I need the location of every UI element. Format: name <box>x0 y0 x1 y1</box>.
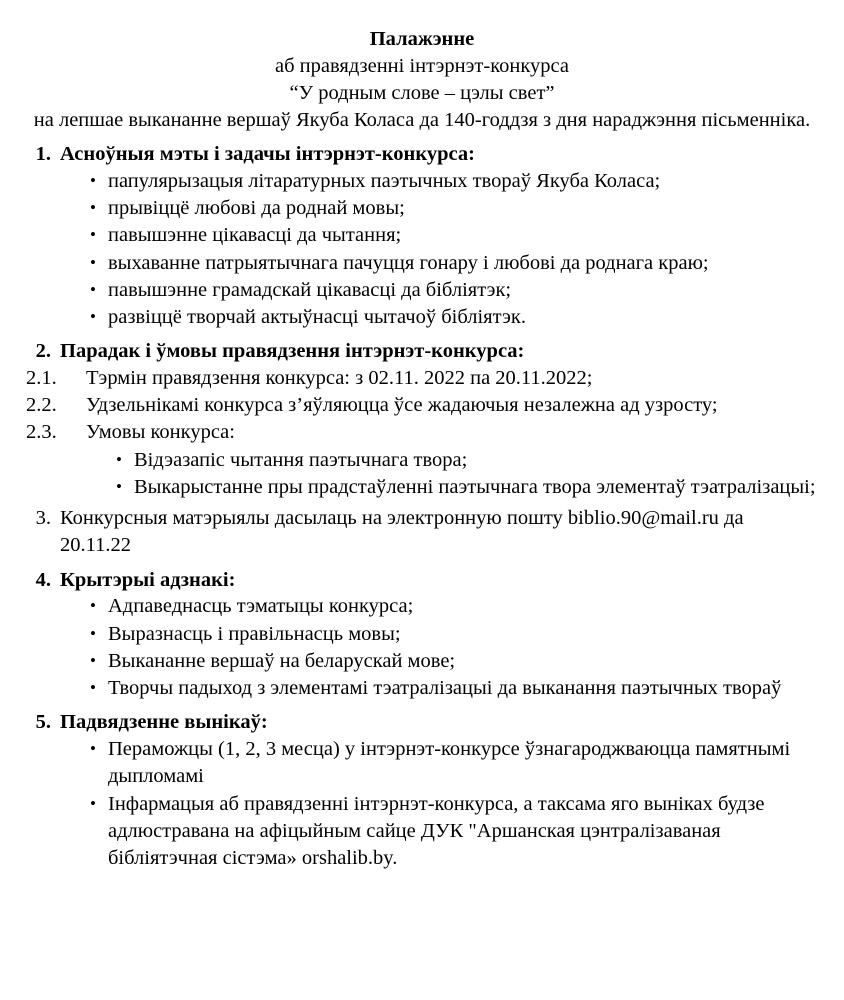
section-4 <box>26 567 818 703</box>
section-2 <box>26 338 818 501</box>
list-item-text: Творчы падыход з элементамі тэатралізацыі да выканання паэтычных твораў <box>108 677 782 700</box>
bullet-icon: • <box>90 225 96 245</box>
title-line-4: на лепшае выкананне вершаў Якуба Коласа да 140-годдзя з дня нараджэння пісьменніка. <box>33 109 811 132</box>
section-5-number: 5. <box>35 711 51 734</box>
section-2-title: Парадак і ўмовы правядзення інтэрнэт-конкурса: <box>60 340 525 363</box>
title-line-1: Палажэнне <box>369 28 475 50</box>
section-1 <box>26 141 818 331</box>
subitem-2-1-number: 2.1. <box>26 366 57 389</box>
bullet-icon: • <box>90 623 96 643</box>
section-5-heading <box>26 709 818 736</box>
section-1-title: Асноўныя мэты і задачы інтэрнэт-конкурса: <box>60 143 475 166</box>
list-item-text: Інфармацыя аб правядзенні інтэрнэт-конкурса, а таксама яго выніках будзе адлюстравана на афіцыйным сайце ДУК "Аршанская цэнтралізаваная бібліятэчная сістэма» orshalib.by. <box>108 792 765 869</box>
subitem-2-3 <box>26 419 818 446</box>
list-item-text: Пераможцы (1, 2, 3 месца) у інтэрнэт-конкурсе ўзнагароджваюцца памятнымі дыпломамі <box>108 738 791 788</box>
list-item <box>78 736 818 791</box>
section-4-title: Крытэрыі адзнакі: <box>60 568 236 591</box>
bullet-icon: • <box>90 279 96 299</box>
list-item <box>78 621 818 648</box>
list-item-text: павышэнне цікавасці да чытання; <box>108 224 402 247</box>
section-4-heading <box>26 567 818 594</box>
bullet-icon: • <box>90 739 96 758</box>
list-item-text: выхаванне патрыятычнага пачуцця гонару і любові да роднага краю; <box>108 251 709 274</box>
list-item <box>78 791 818 873</box>
bullet-icon: • <box>90 650 96 670</box>
list-item <box>78 304 818 331</box>
section-3-number: 3. <box>35 507 51 530</box>
subitem-2-2 <box>26 392 818 419</box>
subitem-2-1-text: Тэрмін правядзення конкурса: з 02.11. 2022 па 20.11.2022; <box>86 366 593 389</box>
section-4-number: 4. <box>35 568 51 591</box>
subitem-2-2-number: 2.2. <box>26 394 57 417</box>
list-item-text: Выкананне вершаў на беларускай мове; <box>108 649 456 672</box>
bullet-icon: • <box>90 170 96 190</box>
section-3-text: Конкурсныя матэрыялы дасылаць на электронную пошту biblio.90@mail.ru да 20.11.22 <box>60 507 744 557</box>
list-item-text: Выразнасць і правільнасць мовы; <box>108 622 401 645</box>
list-item <box>78 168 818 195</box>
bullet-icon: • <box>90 252 96 272</box>
list-item <box>78 222 818 249</box>
list-item <box>78 648 818 675</box>
section-2-heading <box>26 338 818 365</box>
section-1-bullet-list <box>26 168 818 332</box>
subitem-2-2-text: Удзельнікамі конкурса з’яўляюцца ўсе жадаючыя незалежна ад узросту; <box>86 394 718 417</box>
list-item-text: Відэазапіс чытання паэтычнага твора; <box>134 448 468 471</box>
bullet-icon: • <box>90 596 96 616</box>
bullet-icon: • <box>116 476 122 496</box>
bullet-icon: • <box>90 198 96 218</box>
subitem-2-3-text: Умовы конкурса: <box>86 421 235 444</box>
list-item-text: папулярызацыя літаратурных паэтычных твораў Якуба Коласа; <box>108 169 661 192</box>
list-item <box>104 474 818 501</box>
list-item <box>78 675 818 702</box>
section-5-title: Падвядзенне вынікаў: <box>60 711 268 734</box>
list-item-text: павышэнне грамадскай цікавасці да бібліятэк; <box>108 278 512 301</box>
title-line-2: аб правядзенні інтэрнэт-конкурса <box>275 55 569 78</box>
list-item-text: Выкарыстанне пры прадстаўленні паэтычнага твора элементаў тэатралізацыі; <box>134 475 816 498</box>
list-item-text: прывіццё любові да роднай мовы; <box>108 197 405 220</box>
list-item-text: развіццё творчай актыўнасці чытачоў бібліятэк. <box>108 306 526 329</box>
bullet-icon: • <box>90 793 96 813</box>
bullet-icon: • <box>90 678 96 698</box>
section-1-number: 1. <box>35 143 51 166</box>
list-item-text: Адпаведнасць тэматыцы конкурса; <box>108 595 414 618</box>
section-1-heading <box>26 141 818 168</box>
list-item <box>78 277 818 304</box>
list-item <box>78 250 818 277</box>
section-5-bullet-list <box>26 736 818 872</box>
subitem-2-1 <box>26 365 818 392</box>
section-2-bullet-list <box>26 447 818 502</box>
bullet-icon: • <box>90 307 96 327</box>
section-3 <box>26 505 818 560</box>
subitem-2-3-number: 2.3. <box>26 421 57 444</box>
bullet-icon: • <box>116 449 122 469</box>
section-3-paragraph <box>26 505 818 560</box>
section-2-number: 2. <box>35 340 51 363</box>
list-item <box>78 593 818 620</box>
title-line-3: “У родным слове – цэлы свет” <box>289 82 555 105</box>
section-5 <box>26 709 818 872</box>
document-title-block <box>26 26 818 134</box>
section-4-bullet-list <box>26 593 818 702</box>
list-item <box>104 447 818 474</box>
list-item <box>78 195 818 222</box>
